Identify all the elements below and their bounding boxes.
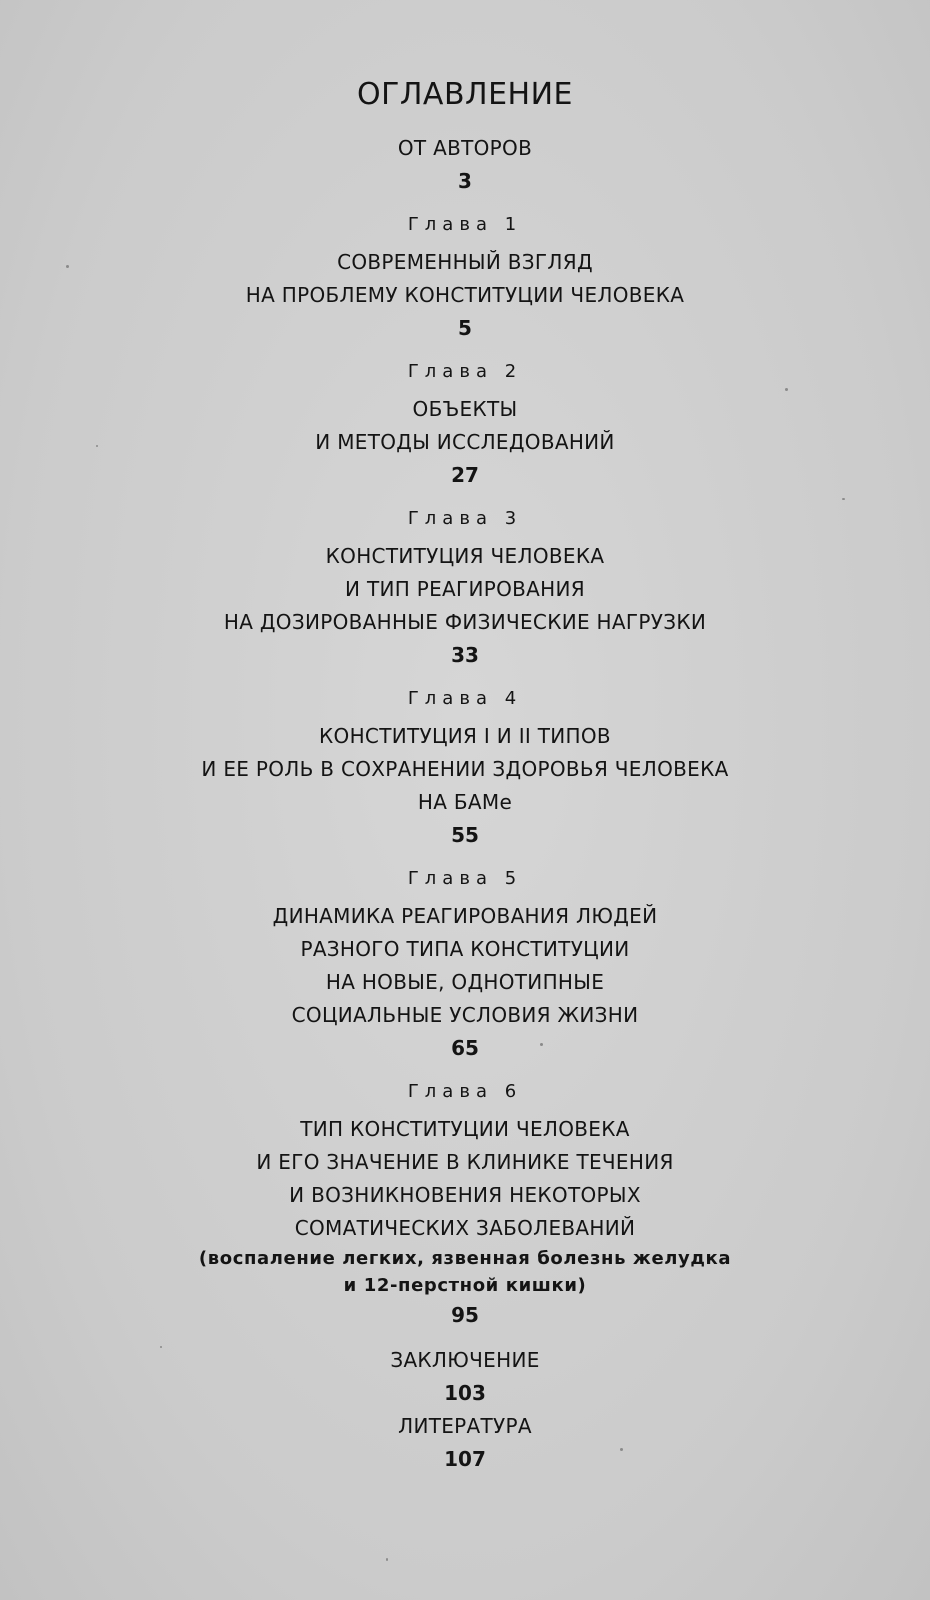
toc-entry-chapter-6 [0, 1077, 930, 1332]
entry-title-line: НА ПРОБЛЕМУ КОНСТИТУЦИИ ЧЕЛОВЕКА [245, 283, 685, 307]
entry-page-number: 55 [451, 823, 479, 847]
toc-entry-chapter-1 [0, 210, 930, 345]
entry-title: ЛИТЕРАТУРА [398, 1414, 532, 1438]
entry-title-line: И ЕГО ЗНАЧЕНИЕ В КЛИНИКЕ ТЕЧЕНИЯ [256, 1150, 674, 1174]
chapter-label: Глава 4 [407, 688, 523, 709]
entry-page-number: 95 [451, 1303, 479, 1327]
entry-title-line: ОБЪЕКТЫ [412, 397, 518, 421]
entry-page-number: 3 [458, 169, 472, 193]
entry-title-line: РАЗНОГО ТИПА КОНСТИТУЦИИ [300, 937, 630, 961]
entry-title-line: НА ДОЗИРОВАННЫЕ ФИЗИЧЕСКИЕ НАГРУЗКИ [223, 610, 707, 634]
toc-entry-chapter-2 [0, 357, 930, 492]
toc-entry-conclusion [0, 1344, 930, 1410]
entry-page-number: 33 [451, 643, 479, 667]
entry-title-line: КОНСТИТУЦИЯ ЧЕЛОВЕКА [325, 544, 605, 568]
entry-title-line: КОНСТИТУЦИЯ I И II ТИПОВ [319, 724, 611, 748]
entry-title: ЗАКЛЮЧЕНИЕ [390, 1348, 540, 1372]
entry-title-line: ДИНАМИКА РЕАГИРОВАНИЯ ЛЮДЕЙ [272, 904, 658, 928]
chapter-label: Глава 6 [407, 1081, 523, 1102]
toc-heading: ОГЛАВЛЕНИЕ [356, 77, 574, 112]
entry-page-number: 27 [451, 463, 479, 487]
entry-page-number: 65 [451, 1036, 479, 1060]
entry-page-number: 5 [458, 316, 472, 340]
table-of-contents [0, 70, 930, 1476]
toc-entry-chapter-3 [0, 504, 930, 672]
entry-note-line: и 12-перстной кишки) [343, 1275, 587, 1296]
entry-title-line: НА БАМе [417, 790, 513, 814]
entry-title-line: И МЕТОДЫ ИССЛЕДОВАНИЙ [315, 430, 615, 454]
entry-title-line: СОЦИАЛЬНЫЕ УСЛОВИЯ ЖИЗНИ [291, 1003, 639, 1027]
entry-title-line: ТИП КОНСТИТУЦИИ ЧЕЛОВЕКА [300, 1117, 630, 1141]
chapter-label: Глава 3 [407, 508, 523, 529]
chapter-label: Глава 1 [407, 214, 523, 235]
entry-page-number: 103 [444, 1381, 486, 1405]
paper-speck [386, 1558, 388, 1561]
entry-title-line: СОМАТИЧЕСКИХ ЗАБОЛЕВАНИЙ [294, 1216, 636, 1240]
entry-page-number: 107 [444, 1447, 486, 1471]
entry-note-line: (воспаление легких, язвенная болезнь желудка [198, 1248, 732, 1269]
entry-title-line: И ТИП РЕАГИРОВАНИЯ [345, 577, 585, 601]
entry-title-line: И ЕЕ РОЛЬ В СОХРАНЕНИИ ЗДОРОВЬЯ ЧЕЛОВЕКА [201, 757, 729, 781]
toc-entry-literature [0, 1410, 930, 1476]
toc-entry-chapter-5 [0, 864, 930, 1065]
entry-title-line: И ВОЗНИКНОВЕНИЯ НЕКОТОРЫХ [289, 1183, 641, 1207]
toc-entry-authors [0, 132, 930, 198]
entry-title-line: СОВРЕМЕННЫЙ ВЗГЛЯД [337, 250, 593, 274]
chapter-label: Глава 2 [407, 361, 523, 382]
entry-title-line: НА НОВЫЕ, ОДНОТИПНЫЕ [325, 970, 605, 994]
toc-entry-chapter-4 [0, 684, 930, 852]
chapter-label: Глава 5 [407, 868, 523, 889]
entry-title: ОТ АВТОРОВ [397, 136, 533, 160]
